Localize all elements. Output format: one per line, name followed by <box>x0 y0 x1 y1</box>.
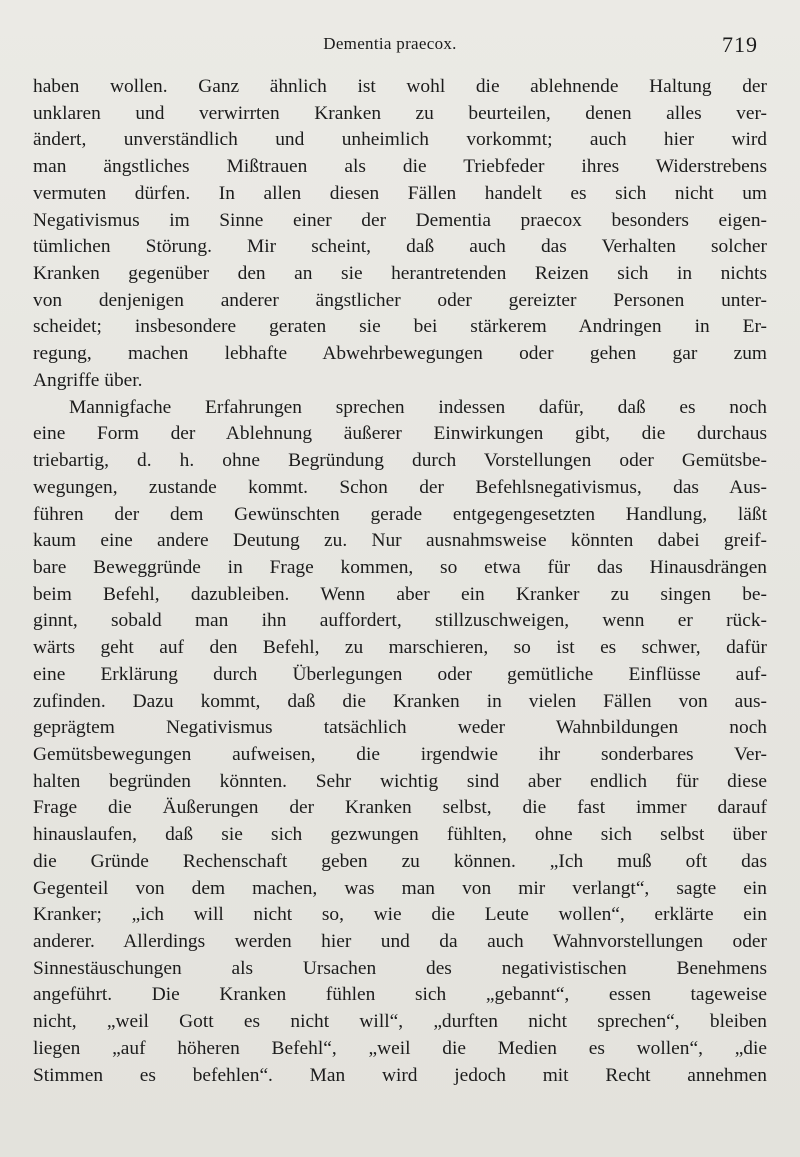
text-line: regung, machen lebhafte Abwehrbewegungen oder gehen gar zum <box>33 343 767 365</box>
text-line: ginnt, sobald man ihn auffordert, stillzuschweigen, wenn er rück- <box>33 610 767 632</box>
text-line: eine Form der Ablehnung äußerer Einwirkungen gibt, die durchaus <box>33 423 767 445</box>
text-line: die Gründe Rechenschaft geben zu können. „Ich muß oft das <box>33 850 767 872</box>
text-line: wegungen, zustande kommt. Schon der Befehlsnegativismus, das Aus- <box>33 476 767 498</box>
text-line: zufinden. Dazu kommt, daß die Kranken in vielen Fällen von aus- <box>33 690 767 712</box>
paragraph-1 <box>33 74 767 395</box>
text-line: Kranken gegenüber den an sie herantretenden Reizen sich in nichts <box>33 263 767 285</box>
text-line: anderer. Allerdings werden hier und da auch Wahnvorstellungen oder <box>33 931 767 952</box>
text-line: tümlichen Störung. Mir scheint, daß auch das Verhalten solcher <box>33 236 767 258</box>
text-line: Angriffe über. <box>33 369 143 391</box>
text-line: vermuten dürfen. In allen diesen Fällen handelt es sich nicht um <box>33 182 767 204</box>
text-line: Gegenteil von dem machen, was man von mir verlangt“, sagte ein <box>33 877 767 899</box>
page-number: 719 <box>722 32 758 57</box>
text-line: nicht, „weil Gott es nicht will“, „durften nicht sprechen“, bleiben <box>33 1011 767 1033</box>
text-line: geprägtem Negativismus tatsächlich weder Wahnbildungen noch <box>33 717 767 739</box>
text-line: beim Befehl, dazubleiben. Wenn aber ein Kranker zu singen be- <box>33 583 767 605</box>
text-line: hinauslaufen, daß sie sich gezwungen fühlten, ohne sich selbst über <box>33 824 767 846</box>
text-line: Kranker; „ich will nicht so, wie die Leute wollen“, erklärte ein <box>33 904 767 926</box>
text-line: ändert, unverständlich und unheimlich vorkommt; auch hier wird <box>33 129 767 151</box>
body-text <box>33 74 767 1089</box>
text-line: halten begründen könnten. Sehr wichtig sind aber endlich für diese <box>33 770 767 792</box>
running-header <box>0 30 800 60</box>
running-title: Dementia praecox. <box>323 34 457 53</box>
text-line: unklaren und verwirrten Kranken zu beurteilen, denen alles ver- <box>33 102 767 124</box>
text-line: eine Erklärung durch Überlegungen oder gemütliche Einflüsse auf- <box>33 663 767 685</box>
text-line: bare Beweggründe in Frage kommen, so etwa für das Hinausdrängen <box>33 556 767 578</box>
text-line: Frage die Äußerungen der Kranken selbst, die fast immer darauf <box>33 797 767 819</box>
text-line: liegen „auf höheren Befehl“, „weil die Medien es wollen“, „die <box>33 1037 767 1059</box>
text-line: Gemütsbewegungen aufweisen, die irgendwie ihr sonderbares Ver- <box>33 743 767 765</box>
text-line: führen der dem Gewünschten gerade entgegengesetzten Handlung, läßt <box>33 503 767 525</box>
text-line: man ängstliches Mißtrauen als die Triebfeder ihres Widerstrebens <box>33 156 767 178</box>
text-line: Mannigfache Erfahrungen sprechen indessen dafür, daß es noch <box>69 396 767 418</box>
paragraph-2 <box>33 395 767 1090</box>
text-line: scheidet; insbesondere geraten sie bei stärkerem Andringen in Er- <box>33 316 767 338</box>
text-line: von denjenigen anderer ängstlicher oder gereizter Personen unter- <box>33 289 767 311</box>
text-line: kaum eine andere Deutung zu. Nur ausnahmsweise könnten dabei greif- <box>33 530 767 552</box>
text-line: Negativismus im Sinne einer der Dementia praecox besonders eigen- <box>33 209 767 231</box>
text-line: wärts geht auf den Befehl, zu marschieren, so ist es schwer, dafür <box>33 637 767 659</box>
text-line: Stimmen es befehlen“. Man wird jedoch mit Recht annehmen <box>33 1064 767 1086</box>
text-line: triebartig, d. h. ohne Begründung durch Vorstellungen oder Gemütsbe- <box>33 450 767 472</box>
text-line: Sinnestäuschungen als Ursachen des negativistischen Benehmens <box>33 957 767 979</box>
text-line: angeführt. Die Kranken fühlen sich „gebannt“, essen tageweise <box>33 984 767 1006</box>
text-line: haben wollen. Ganz ähnlich ist wohl die ablehnende Haltung der <box>33 76 767 97</box>
